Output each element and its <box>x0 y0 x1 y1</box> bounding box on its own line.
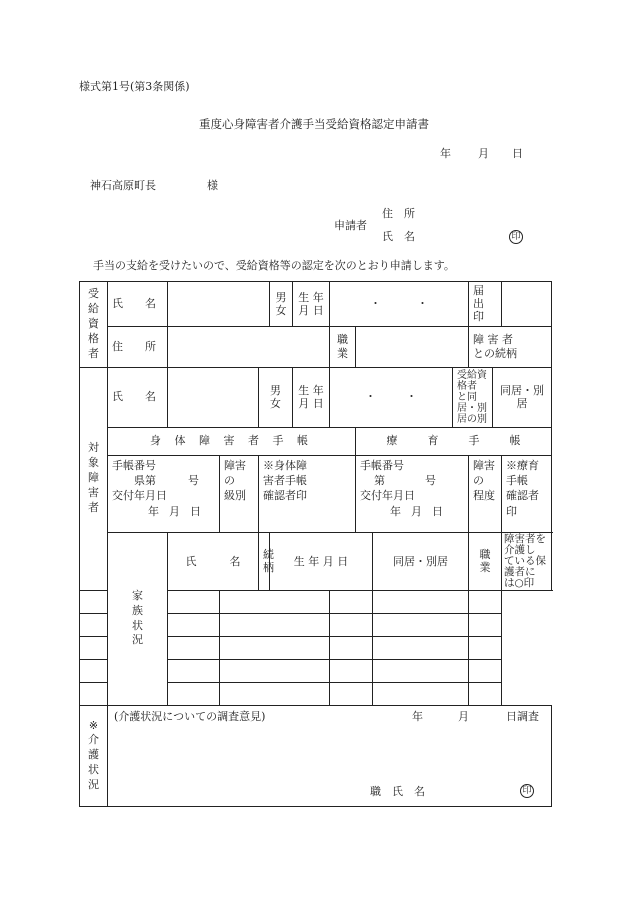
ryoiku-handbook-header: 療 育 手 帳 <box>356 427 552 455</box>
family-col-cohabit: 同居・別居 <box>373 532 469 590</box>
recipient-section-label: 受 給 資 格 者 <box>80 282 108 368</box>
applicant-name-label: 氏 名 <box>382 230 415 243</box>
target-name-field[interactable] <box>168 367 259 427</box>
recipient-occupation-label: 職 業 <box>330 326 356 367</box>
care-survey-year: 年 <box>412 709 423 723</box>
ryoiku-handbook-number-field[interactable]: 手帳番号 第 号 交付年月日 年 月 日 <box>356 455 469 532</box>
care-opinion-field[interactable] <box>108 705 552 806</box>
recipient-occupation-field[interactable] <box>356 326 469 367</box>
recipient-filing-label: 届 出 印 <box>469 282 502 327</box>
family-col-occupation: 職 業 <box>469 532 502 590</box>
recipient-name-field[interactable] <box>168 282 270 327</box>
family-row[interactable] <box>80 636 552 659</box>
applicant-label: 申請者 <box>334 219 367 232</box>
recipient-filing-field[interactable] <box>502 282 552 327</box>
family-row[interactable] <box>80 659 552 682</box>
recipient-sex[interactable]: 男 女 <box>270 282 293 327</box>
physical-handbook-number-field[interactable]: 手帳番号 県第 号 交付年月日 年 月 日 <box>108 455 220 532</box>
target-section-label: 対 象 障 害 者 <box>80 367 108 590</box>
physical-grade-field[interactable]: 障害の 級別 <box>220 455 259 532</box>
family-col-caregiver: 障害者を介護し ている保護者に は○印 <box>502 532 552 590</box>
family-section-label: 家 族 状 況 <box>108 532 168 705</box>
family-col-birth: 生 年 月 日 <box>270 532 373 590</box>
target-birth-field[interactable]: ・ ・ <box>330 367 453 427</box>
care-survey-day: 日調査 <box>506 709 539 723</box>
target-birth-label: 生 年 月 日 <box>293 367 330 427</box>
date-month-label: 月 <box>478 147 489 160</box>
addressee-town: 神石高原町長 <box>90 179 156 192</box>
recipient-name-label: 氏 名 <box>108 282 168 327</box>
family-col-name: 氏 名 <box>168 532 259 590</box>
care-staff-name-label: 職 氏 名 <box>370 784 425 798</box>
family-col-relation: 続柄 <box>259 532 270 590</box>
addressee-honorific: 様 <box>207 179 218 192</box>
intro-text: 手当の支給を受けたいので、受給資格等の認定を次のとおり申請します。 <box>93 259 455 272</box>
care-section-label: ※ 介 護 状 況 <box>80 705 108 806</box>
family-row[interactable] <box>80 590 552 613</box>
physical-confirm-field[interactable]: ※身体障 害者手帳 確認者印 <box>259 455 356 532</box>
seal-icon: 印 <box>509 230 523 244</box>
ryoiku-degree-field[interactable]: 障害の 程度 <box>469 455 502 532</box>
target-sex[interactable]: 男 女 <box>259 367 293 427</box>
recipient-relation-label: 障 害 者 との続柄 <box>469 326 552 367</box>
care-seal-icon: 印 <box>520 784 534 798</box>
care-survey-month: 月 <box>458 709 469 723</box>
form-title: 重度心身障害者介護手当受給資格認定申請書 <box>199 117 429 131</box>
target-cohabit-field[interactable]: 同居・別居 <box>493 367 552 427</box>
recipient-birth-label: 生 年 月 日 <box>293 282 330 327</box>
family-row[interactable] <box>80 682 552 705</box>
recipient-address-label: 住 所 <box>108 326 168 367</box>
date-day-label: 日 <box>512 147 523 160</box>
form-number: 様式第1号(第3条関係) <box>79 80 190 93</box>
target-cohabit-label: 受給資格者 と同居・別 居の別 <box>453 367 493 427</box>
application-form-table <box>79 281 552 807</box>
ryoiku-confirm-field[interactable]: ※療育手帳 確認者印 <box>502 455 552 532</box>
care-opinion-label: (介護状況についての調査意見) <box>114 709 266 723</box>
date-year-label: 年 <box>440 147 451 160</box>
recipient-birth-field[interactable]: ・ ・ <box>330 282 469 327</box>
applicant-address-label: 住 所 <box>382 207 415 220</box>
recipient-address-field[interactable] <box>168 326 330 367</box>
family-row[interactable] <box>80 613 552 636</box>
target-name-label: 氏 名 <box>108 367 168 427</box>
physical-handbook-header: 身 体 障 害 者 手 帳 <box>108 427 356 455</box>
